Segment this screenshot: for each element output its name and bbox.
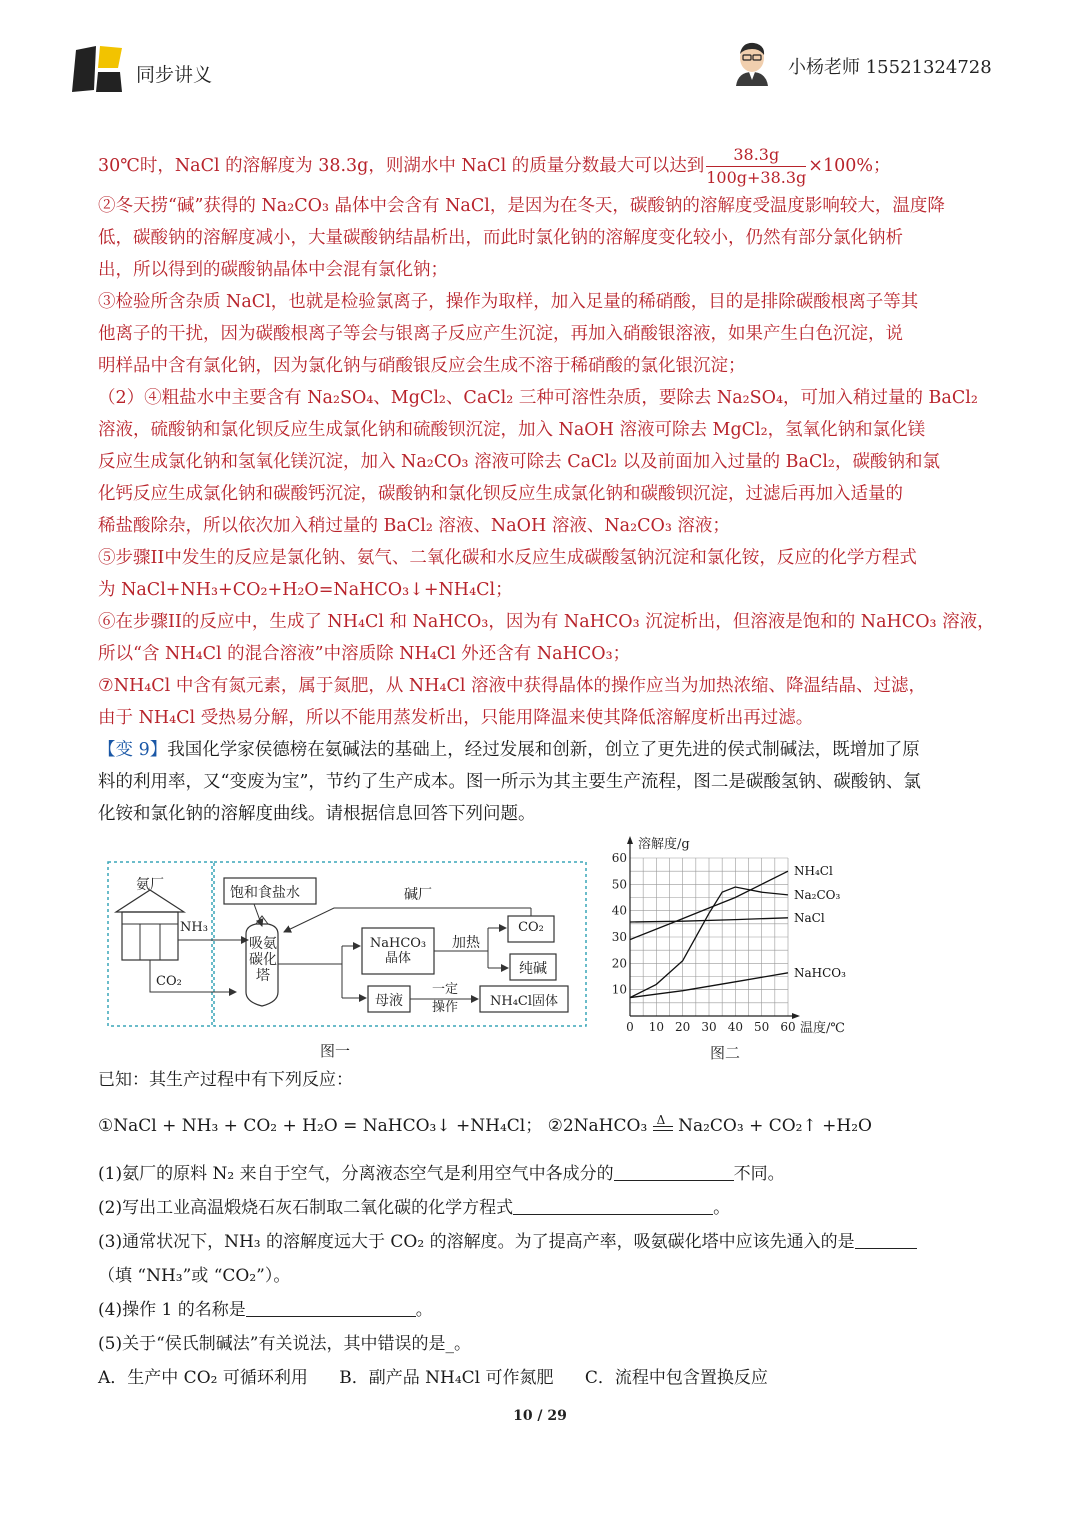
solution-text: ×100%； <box>808 156 891 176</box>
subquestion-5: (5)关于“侯氏制碱法”有关说法，其中错误的是_。 <box>98 1334 471 1354</box>
solution-line-2: ②冬天捞“碱”获得的 Na₂CO₃ 晶体中会含有 NaCl，是因为在冬天，碳酸钠的溶解度受温度影响较大，温度降 <box>98 196 945 216</box>
option-a[interactable]: A．生产中 CO₂ 可循环利用 <box>98 1368 308 1388</box>
equation-2-right: Na₂CO₃ + CO₂↑ +H₂O <box>678 1116 872 1136</box>
x-tick-label: 20 <box>675 1020 691 1034</box>
subquestion-text: 不同。 <box>733 1164 785 1184</box>
crystal-label-line: 晶体 <box>384 951 411 966</box>
subquestion-text: 。 <box>713 1198 731 1218</box>
solution-line-3: 低，碳酸钠的溶解度减小，大量碳酸钠结晶析出，而此时氯化钠的溶解度变化较小，仍然有部分氯化钠析 <box>98 228 903 248</box>
solution-line-13: ⑤步骤II中发生的反应是氯化钠、氨气、二氧化碳和水反应生成碳酸氢钠沉淀和氯化铵，反应的化学方程式 <box>98 548 917 568</box>
figure2-caption: 图二 <box>710 1044 741 1062</box>
equation-2-left: ②2NaHCO₃ <box>547 1116 648 1136</box>
question-line-1 <box>98 734 920 766</box>
option-c[interactable]: C．流程中包含置换反应 <box>584 1368 768 1388</box>
question-tag: 【变 9】 <box>98 740 168 760</box>
y-tick-label: 10 <box>611 982 627 997</box>
subquestion-3-hint: （填 “NH₃”或 “CO₂”）。 <box>98 1266 291 1286</box>
nh4cl-solid-label: NH₄Cl固体 <box>489 994 559 1009</box>
solution-line-8: （2）④粗盐水中主要含有 Na₂SO₄、MgCl₂、CaCl₂ 三种可溶性杂质，要除去 Na₂SO₄，可加入稍过量的 BaCl₂ <box>98 388 978 408</box>
operation-label-line: 操作 <box>431 1000 458 1015</box>
tower-label-line: 碳化 <box>249 952 277 968</box>
teacher-contact: 小杨老师 15521324728 <box>788 57 992 78</box>
solution-line-18: 由于 NH₄Cl 受热易分解，所以不能用蒸发析出，只能用降温来使其降低溶解度析出再过滤。 <box>98 708 814 728</box>
equation-2 <box>547 1113 872 1136</box>
question-line-2: 料的利用率，又“变废为宝”，节约了生产成本。图一所示为其主要生产流程，图二是碳酸氢钠、碳酸钠、氯 <box>98 772 921 792</box>
equation-2-arrow <box>653 1113 673 1131</box>
answer-blank-1[interactable] <box>614 1162 734 1181</box>
question-text: 我国化学家侯德榜在氨碱法的基础上，经过发展和创新，创立了更先进的侯式制碱法，既增加了原 <box>167 740 920 760</box>
brine-label: 饱和食盐水 <box>230 885 300 901</box>
page-number: 10 / 29 <box>513 1408 567 1424</box>
series-label: NaHCO₃ <box>794 965 846 980</box>
subquestion-text: (2)写出工业高温煅烧石灰石制取二氧化碳的化学方程式 <box>98 1198 514 1218</box>
soda-plant-label: 碱厂 <box>404 887 432 903</box>
series-label: NaCl <box>794 910 825 925</box>
answer-blank-4[interactable] <box>246 1298 416 1317</box>
solution-line-16: 所以“含 NH₄Cl 的混合溶液”中溶质除 NH₄Cl 外还含有 NaHCO₃； <box>98 644 631 664</box>
answer-blank-3[interactable] <box>855 1230 917 1249</box>
answer-blank-2[interactable] <box>513 1196 713 1215</box>
co2-in-label: CO₂ <box>156 974 182 989</box>
subquestion-2 <box>98 1192 730 1224</box>
solution-line-11: 化钙反应生成氯化钠和碳酸钙沉淀，碳酸钠和氯化钡反应生成氯化钠和碳酸钡沉淀，过滤后再加入适量的 <box>98 484 903 504</box>
solution-line-7: 明样品中含有氯化钠，因为氯化钠与硝酸银反应会生成不溶于稀硝酸的氯化银沉淀； <box>98 356 746 376</box>
subquestion-text: (4)操作 1 的名称是 <box>98 1300 246 1320</box>
operation-label-line: 一定 <box>431 982 458 997</box>
heat-label: 加热 <box>452 935 480 951</box>
y-axis-arrow <box>627 836 633 844</box>
nh3-label: NH₃ <box>180 920 208 935</box>
solution-line-1 <box>98 144 891 189</box>
x-axis-label: 温度/℃ <box>800 1021 845 1036</box>
figure2-chart <box>600 830 870 1045</box>
subquestion-text: (1)氨厂的原料 N₂ 来自于空气，分离液态空气是利用空气中各成分的 <box>98 1164 614 1184</box>
x-tick-label: 40 <box>727 1020 743 1034</box>
figure1-flow-diagram <box>104 856 590 1032</box>
solution-line-9: 溶液，硫酸钠和氯化钡反应生成氯化钠和硫酸钡沉淀，加入 NaOH 溶液可除去 MgCl₂，氢氧化钠和氯化镁 <box>98 420 926 440</box>
y-tick-label: 60 <box>611 851 627 865</box>
series-label: Na₂CO₃ <box>794 887 841 902</box>
subquestion-text: 。 <box>415 1300 433 1320</box>
solution-line-15: ⑥在步骤II的反应中，生成了 NH₄Cl 和 NaHCO₃，因为有 NaHCO₃ 沉淀析出，但溶液是饱和的 NaHCO₃ 溶液， <box>98 612 995 632</box>
option-b[interactable]: B．副产品 NH₄Cl 可作氮肥 <box>339 1368 554 1388</box>
x-tick-label: 60 <box>780 1020 796 1034</box>
x-tick-label: 10 <box>648 1020 664 1034</box>
equation-1: ①NaCl + NH₃ + CO₂ + H₂O = NaHCO₃↓ +NH₄Cl； <box>98 1116 543 1136</box>
solution-line-6: 他离子的干扰，因为碳酸根离子等会与银离子反应产生沉淀，再加入硝酸银溶液，如果产生白色沉淀，说 <box>98 324 903 344</box>
tower-label-line: 吸氨 <box>249 936 277 952</box>
figure1-caption: 图一 <box>320 1042 351 1060</box>
solution-line-5: ③检验所含杂质 NaCl，也就是检验氯离子，操作为取样，加入足量的稀硝酸，目的是排除碳酸根离子等其 <box>98 292 919 312</box>
subquestion-3 <box>98 1226 917 1258</box>
avatar <box>732 40 772 86</box>
x-tick-label: 30 <box>701 1020 717 1034</box>
options-line <box>98 1362 768 1394</box>
x-tick-label: 0 <box>626 1020 634 1034</box>
tower-label-line: 塔 <box>256 968 270 984</box>
logo <box>70 44 126 94</box>
x-tick-label: 50 <box>754 1020 770 1034</box>
fraction-numerator: 38.3g <box>706 144 806 167</box>
solution-line-12: 稀盐酸除杂，所以依次加入稍过量的 BaCl₂ 溶液、NaOH 溶液、Na₂CO₃ 溶液； <box>98 516 730 536</box>
solution-line-14: 为 NaCl+NH₃+CO₂+H₂O=NaHCO₃↓+NH₄Cl； <box>98 580 513 600</box>
crystal-label-line: NaHCO₃ <box>369 936 427 951</box>
delta-symbol: Δ <box>656 1113 666 1127</box>
question-line-3: 化铵和氯化钠的溶解度曲线。请根据信息回答下列问题。 <box>98 804 536 824</box>
solubility-chart <box>600 830 870 1045</box>
series-label: NH₄Cl <box>794 864 833 879</box>
operation-label <box>420 982 470 1016</box>
x-axis-arrow <box>792 1013 800 1019</box>
y-tick-label: 30 <box>611 930 627 944</box>
y-axis-label: 溶解度/g <box>638 837 690 852</box>
y-tick-label: 50 <box>611 877 627 892</box>
solution-line-4: 出，所以得到的碳酸钠晶体中会混有氯化钠； <box>98 260 448 280</box>
soda-label: 纯碱 <box>519 961 547 977</box>
tower-label <box>249 936 277 984</box>
header-title: 同步讲义 <box>136 64 213 86</box>
mother-liquor-label: 母液 <box>375 993 403 1009</box>
co2-out-label: CO₂ <box>518 920 544 935</box>
fraction-denominator: 100g+38.3g <box>706 168 807 187</box>
solution-line-10: 反应生成氯化钠和氢氧化镁沉淀，加入 Na₂CO₃ 溶液可除去 CaCl₂ 以及前面加入过量的 BaCl₂，碳酸钠和氯 <box>98 452 940 472</box>
crystal-label <box>362 936 434 966</box>
y-tick-label: 20 <box>611 956 627 971</box>
subquestion-4 <box>98 1294 433 1326</box>
fraction <box>706 144 806 189</box>
subquestion-1 <box>98 1158 785 1190</box>
known-line: 已知：其生产过程中有下列反应： <box>98 1070 353 1090</box>
y-tick-label: 40 <box>611 903 627 918</box>
ammonia-plant-label: 氨厂 <box>136 877 164 893</box>
subquestion-text: (3)通常状况下，NH₃ 的溶解度远大于 CO₂ 的溶解度。为了提高产率，吸氨碳化塔中应该先通入的是 <box>98 1232 855 1252</box>
solution-line-17: ⑦NH₄Cl 中含有氮元素，属于氮肥，从 NH₄Cl 溶液中获得晶体的操作应当为加热浓缩、降温结晶、过滤， <box>98 676 927 696</box>
equations-line <box>98 1110 872 1142</box>
solution-text: 30℃时，NaCl 的溶解度为 38.3g，则湖水中 NaCl 的质量分数最大可以达到 <box>98 156 705 176</box>
